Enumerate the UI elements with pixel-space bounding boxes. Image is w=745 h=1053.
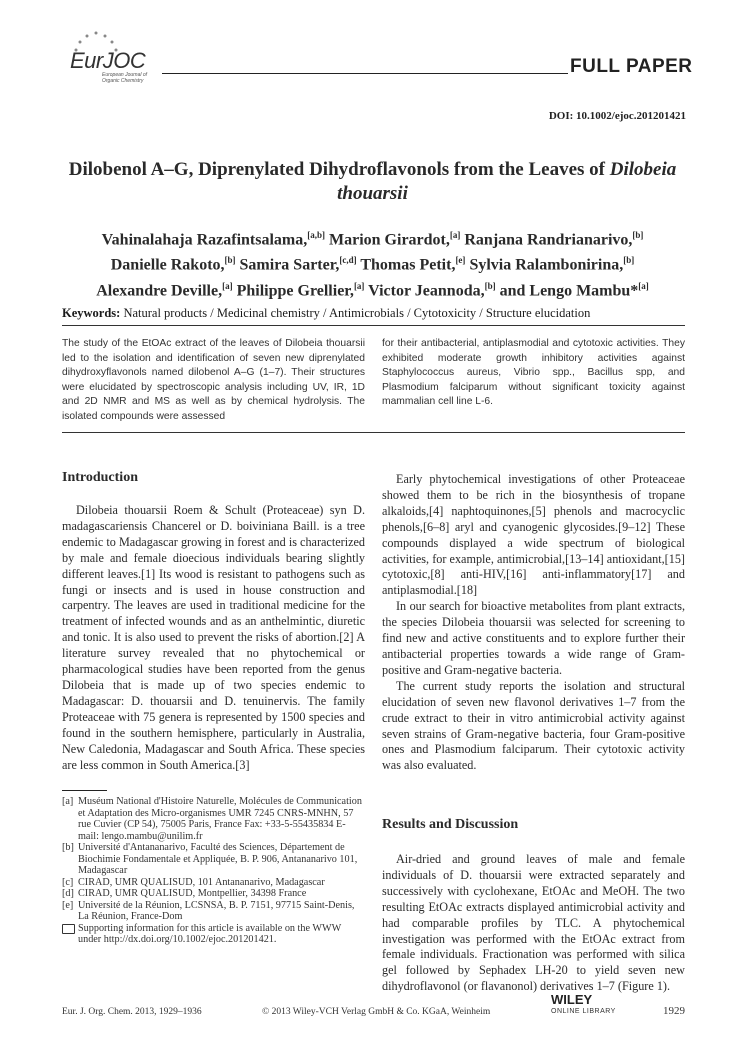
paragraph: In our search for bioactive metabolites from plant extracts, the species Dilobeia thouarsii was selected for screening to find new and active constituents and to explore further their antibacterial properties towards a wide range of Gram-positive and Gram-negative bacteria. bbox=[382, 599, 685, 677]
footnote-text: Université d'Antananarivo, Faculté des Sciences, Département de Biochimie Fondamentale et Appliquée, B. P. 906, Antananarivo 101, Madagascar bbox=[78, 842, 358, 876]
supporting-info bbox=[62, 923, 365, 946]
author: Sylvia Ralambonirina, bbox=[465, 256, 624, 274]
right-column-body bbox=[382, 472, 685, 774]
affiliations bbox=[62, 796, 365, 946]
footnote-text: Muséum National d'Histoire Naturelle, Molécules de Communication et Adaptation des Micro-organismes UMR 7245 CNRS-MNHN, 57 rue Cuvier (CP 54), 75005 Paris, France Fax: +33-5-55435834 E-mail: lengo.mambu@unilim.fr bbox=[78, 796, 362, 842]
logo-subtitle: European Journal of Organic Chemistry bbox=[102, 72, 148, 84]
affiliation-mark: [a] bbox=[449, 230, 461, 240]
keywords bbox=[62, 306, 687, 321]
doi[interactable]: DOI: 10.1002/ejoc.201201421 bbox=[548, 110, 686, 122]
page-number: 1929 bbox=[663, 1005, 685, 1017]
footnote bbox=[62, 877, 365, 889]
footnote bbox=[62, 900, 365, 923]
footnote-text: CIRAD, UMR QUALISUD, Montpellier, 34398 France bbox=[78, 888, 307, 899]
footnote-text: CIRAD, UMR QUALISUD, 101 Antananarivo, Madagascar bbox=[78, 876, 325, 888]
abstract-rule-top bbox=[62, 325, 685, 326]
section-label: FULL PAPER bbox=[570, 56, 693, 77]
affiliation-mark: [b] bbox=[623, 255, 635, 266]
author: Thomas Petit, bbox=[356, 256, 456, 274]
affiliation-mark: [a] bbox=[638, 280, 649, 291]
affiliation-mark: [c,d] bbox=[339, 255, 357, 266]
footnote-rule bbox=[62, 790, 107, 791]
title-species: Dilobeia thouarsii bbox=[337, 159, 677, 204]
article-title bbox=[60, 158, 685, 206]
keywords-label: Keywords: bbox=[62, 306, 121, 320]
affiliation-mark: [a] bbox=[353, 280, 365, 291]
supporting-info-text[interactable]: Supporting information for this article is available on the WWW under http://dx.doi.org/10.1002/ejoc.201201421. bbox=[78, 922, 342, 945]
author: Victor Jeannoda, bbox=[364, 281, 485, 299]
author: Ranjana Randrianarivo, bbox=[460, 231, 633, 249]
affiliation-mark: [b] bbox=[484, 280, 496, 291]
journal-citation: Eur. J. Org. Chem. 2013, 1929–1936 bbox=[62, 1007, 202, 1017]
footnote bbox=[62, 888, 365, 900]
header-rule bbox=[162, 73, 568, 74]
author: Samira Sarter, bbox=[235, 256, 340, 274]
affiliation-mark: [b] bbox=[632, 230, 644, 240]
results-heading: Results and Discussion bbox=[382, 817, 519, 832]
author: Vahinalahaja Razafintsalama, bbox=[101, 231, 308, 249]
copyright: © 2013 Wiley-VCH Verlag GmbH & Co. KGaA, Weinheim bbox=[262, 1007, 491, 1017]
author: Danielle Rakoto, bbox=[110, 256, 225, 274]
wiley-online-library: ONLINE LIBRARY bbox=[551, 1008, 616, 1015]
footnote-label: [e] bbox=[62, 899, 74, 911]
logo-text: EurJOC bbox=[70, 48, 146, 73]
book-icon bbox=[62, 924, 75, 934]
footnote-label: [b] bbox=[62, 842, 74, 853]
abstract-left: The study of the EtOAc extract of the leaves of Dilobeia thouarsii led to the isolation and identification of seven new diprenylated dihydroxyflavonols named dilobenol A–G (1–7). Their structures were elucidated by spectroscopic analysis including UV, IR, 1D and 2D NMR and MS as well as by chemical hydrolysis. The isolated compounds were assessed bbox=[62, 338, 365, 422]
affiliation-mark: [b] bbox=[224, 255, 236, 266]
paragraph: Early phytochemical investigations of other Proteaceae showed them to be rich in the biosynthesis of tropane alkaloids,[4] naphtoquinones,[5] phenols and macrocyclic phenols,[6–8] aryl and cyanogenic glycosides.[9–12] These compounds displayed a wide spectrum of biological activities, for example, antimicrobial,[13–14] antioxidant,[15] cytotoxic,[8] anti-HIV,[16] anti-inflammatory[17] and antiplasmodial.[18] bbox=[382, 472, 685, 598]
affiliation-mark: [e] bbox=[455, 255, 466, 266]
abstract-rule-bottom bbox=[62, 432, 685, 433]
affiliation-mark: [a,b] bbox=[307, 230, 325, 240]
author: Philippe Grellier, bbox=[232, 281, 354, 299]
footnote-label: [d] bbox=[62, 888, 74, 899]
intro-body bbox=[62, 503, 365, 773]
author: Marion Girardot, bbox=[325, 231, 450, 249]
footnote-label: [c] bbox=[62, 876, 74, 888]
wiley-logo: WILEY bbox=[551, 992, 593, 1007]
footnote-label: [a] bbox=[62, 796, 74, 807]
journal-logo bbox=[58, 30, 158, 82]
footnote-text: Université de la Réunion, LCSNSA, B. P. 7151, 97715 Saint-Denis, La Réunion, France-Dom bbox=[78, 899, 355, 922]
author: Alexandre Deville, bbox=[96, 281, 223, 299]
results-body bbox=[382, 852, 685, 995]
affiliation-mark: [a] bbox=[222, 280, 233, 291]
intro-heading: Introduction bbox=[62, 470, 138, 485]
author-list bbox=[60, 225, 685, 301]
author: and Lengo Mambu* bbox=[495, 281, 639, 299]
footnote bbox=[62, 796, 365, 842]
paragraph: Air-dried and ground leaves of male and female individuals of D. thouarsii were extracted separately and successively with cyclohexane, EtOAc and MeOH. The two resulting EtOAc extracts displayed antimicrobial activity and had comparable profiles by TLC. A phytochemical investigation was performed with the EtOAc extract from female individuals. Fractionation was performed with silica gel followed by Sephadex LH-20 to yield seven new dihydroflavonol (or flavanonol) derivatives 1–7 (Figure 1). bbox=[382, 852, 685, 994]
paragraph: The current study reports the isolation and structural elucidation of seven new flavonol derivatives 1–7 from the crude extract to their in vitro antimicrobial activity against seven strains of Gram-negative bacteria, four Gram-positive ones and Plasmodium falciparum. Their cytotoxic activity was also evaluated. bbox=[382, 678, 685, 773]
footnote bbox=[62, 842, 365, 877]
keywords-text: Natural products / Medicinal chemistry / Antimicrobials / Cytotoxicity / Structure elucidation bbox=[120, 306, 591, 320]
abstract-right: for their antibacterial, antiplasmodial and cytotoxic activities. They exhibited moderate growth inhibitory activities against Staphylococcus aureus, Vibrio spp., Bacillus spp, and Plasmodium falciparum without significant toxicity against mammalian cell line L-6. bbox=[382, 338, 685, 408]
paragraph: Dilobeia thouarsii Roem & Schult (Proteaceae) syn D. madagascariensis Chancerel or D. boiviniana Baill. is a tree endemic to Madagascar growing in forest and is characterized by male and female dioecious individuals bearing slightly different leaves.[1] Its wood is resistant to pathogens such as fungi or insects and is used in house construction and carpentry. The leaves are used in traditional medicine for the treatment of infected wounds and as an anthelmintic, diuretic and tonic. It is also used to prevent the risks of abortion.[2] A literature survey revealed that no phytochemical or pharmacological studies have been reported from the genus Dilobeia that is made up of two species endemic to Madagascar: D. thouarsii and D. tenuinervis. The family Proteaceae with 75 genera is represented by 1500 species and found in the southern hemisphere, particularly in Australia, New Caledonia, Madagascar and South Africa. These species are less common in South America.[3] bbox=[62, 503, 365, 772]
title-text: Dilobenol A–G, Diprenylated Dihydroflavonols from the Leaves of bbox=[68, 159, 610, 180]
